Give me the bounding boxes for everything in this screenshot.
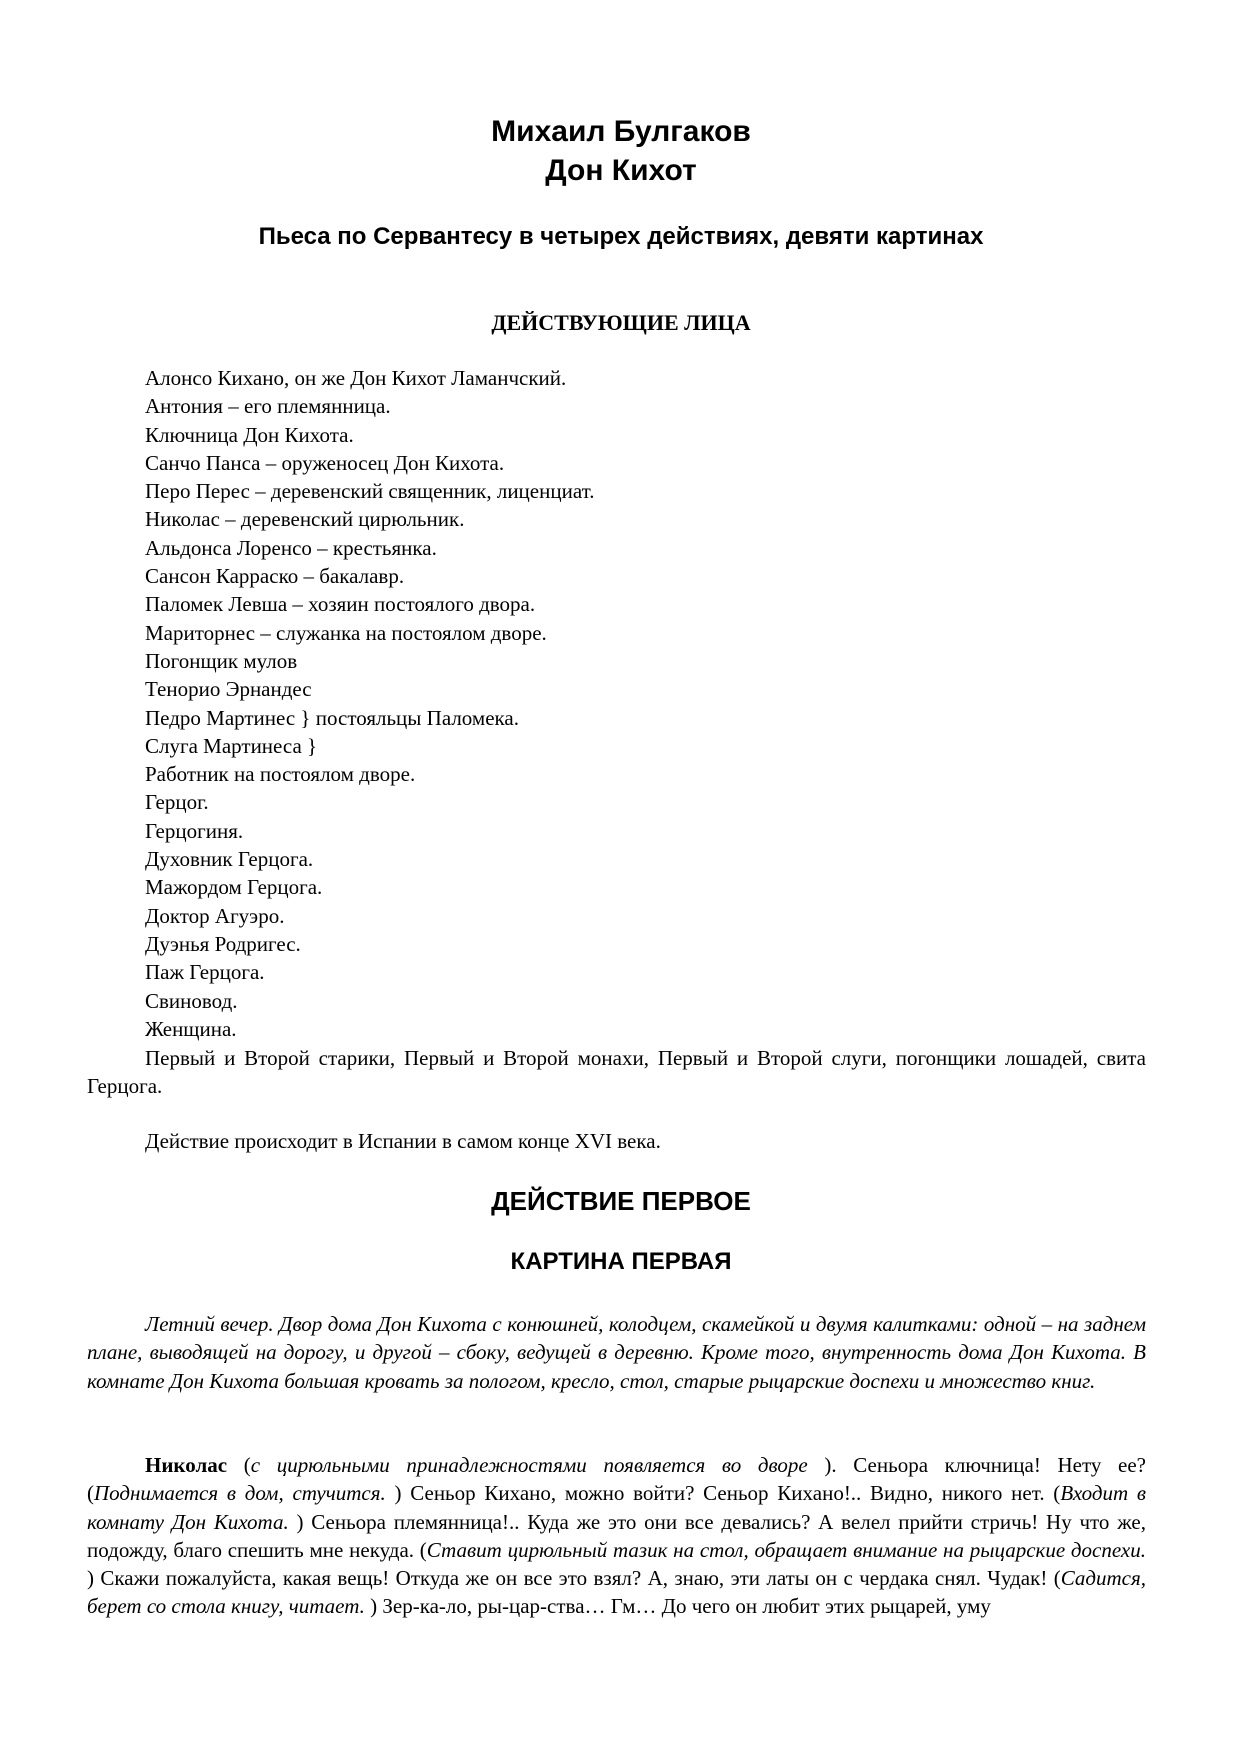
character-item: Дуэнья Родригес. xyxy=(145,931,301,956)
character-item: Паж Герцога. xyxy=(145,960,265,985)
character-item: Работник на постоялом дворе. xyxy=(145,762,416,787)
stage-remark: Поднимается в дом, стучится. xyxy=(94,1481,386,1506)
scene-heading: КАРТИНА ПЕРВАЯ xyxy=(510,1248,732,1275)
dialogue-line: ) Сеньора племянница!.. Куда же это они все девались? А велел прийти стричь! Ну что же, подожду, благо спешить мне некуда. ( xyxy=(87,1509,1146,1562)
extras-paragraph: Первый и Второй старики, Первый и Второй монахи, Первый и Второй слуги, погонщики лошадей, свита Герцога. xyxy=(87,1046,1146,1099)
character-item: Алонсо Кихано, он же Дон Кихот Ламанчский. xyxy=(145,366,567,390)
stage-remark: Входит в комнату Дон Кихота. xyxy=(87,1481,1147,1534)
stage-remark: с цирюльными принадлежностями появляется во дворе xyxy=(250,1453,808,1477)
stage-direction: Летний вечер. Двор дома Дон Кихота с конюшней, колодцем, скамейкой и двумя калитками: одной – на заднем плане, выводящей на дорогу, и другой – сбоку, ведущей в деревню. Кроме того, внутренность дома Дон Кихота. В комнате Дон Кихота большая кровать за пологом, кресло, стол, старые рыцарские доспехи и множество книг. xyxy=(87,1312,1146,1393)
character-item: Ключница Дон Кихота. xyxy=(145,422,354,447)
dialogue-line: ) Зер-ка-ло, ры-цар-ства… Гм… До чего он любит этих рыцарей, уму xyxy=(370,1594,991,1619)
character-item: Погонщик мулов xyxy=(145,648,298,673)
characters-heading: ДЕЙСТВУЮЩИЕ ЛИЦА xyxy=(491,310,751,335)
character-item: Перо Перес – деревенский священник, лиценциат. xyxy=(145,479,595,504)
character-item: Тенорио Эрнандес xyxy=(145,677,312,702)
dialogue-line: ). Сеньора ключница! Нету ее? ( xyxy=(87,1453,1147,1506)
character-item: Альдонса Лоренсо – крестьянка. xyxy=(145,535,437,560)
dialogue-paragraph: Николас (с цирюльными принадлежностями появляется во дворе ). Сеньора ключница! Нету ее? (Поднимается в дом, стучится. ) Сеньор Кихано, можно войти? Сеньор Кихано!.. Видно, никого нет. (Входит в комнату Дон Кихота. ) Сеньора племянница!.. Куда же это они все девались? А велел прийти стричь! Ну что же, подожду, благо спешить мне некуда. (Ставит цирюльный тазик на стол, обращает внимание на рыцарские доспехи. ) Скажи пожалуйста, какая вещь! Откуда же он все это взял? А, знаю, эти латы он с чердака снял. Чудак! (Садится, берет со стола книгу, читает. ) Зер-ка-ло, ры-цар-ства… Гм… До чего он любит этих рыцарей, уму xyxy=(87,1453,1147,1619)
character-item: Сансон Карраско – бакалавр. xyxy=(145,564,405,589)
stage-remark: Садится, берет со стола книгу, читает. xyxy=(87,1566,1146,1619)
character-item: Свиновод. xyxy=(145,988,238,1013)
character-item: Слуга Мартинеса } xyxy=(145,733,318,758)
character-item: Антония – его племянница. xyxy=(145,394,391,419)
characters-list xyxy=(145,364,594,1043)
character-item: Женщина. xyxy=(145,1016,237,1041)
character-item: Мажордом Герцога. xyxy=(145,875,323,900)
play-subtitle: Пьеса по Сервантесу в четырех действиях, девяти картинах xyxy=(258,223,984,250)
speaker-name: Николас xyxy=(145,1453,228,1477)
character-item: Николас – деревенский цирюльник. xyxy=(145,507,465,532)
character-item: Санчо Панса – оруженосец Дон Кихота. xyxy=(145,450,505,475)
character-item: Духовник Герцога. xyxy=(145,847,314,872)
character-item: Герцог. xyxy=(145,790,209,815)
act-heading: ДЕЙСТВИЕ ПЕРВОЕ xyxy=(491,1186,751,1216)
stage-remark: Ставит цирюльный тазик на стол, обращает внимание на рыцарские доспехи. xyxy=(426,1537,1146,1562)
author-name: Михаил Булгаков xyxy=(491,115,751,148)
dialogue-line: ) Сеньор Кихано, можно войти? Сеньор Кихано!.. Видно, никого нет. ( xyxy=(394,1481,1061,1506)
character-item: Мариторнес – служанка на постоялом дворе. xyxy=(145,620,547,645)
play-title: Дон Кихот xyxy=(545,154,697,187)
character-item: Педро Мартинес } постояльцы Паломека. xyxy=(145,705,519,730)
character-item: Доктор Агуэро. xyxy=(145,903,285,928)
character-item: Герцогиня. xyxy=(145,818,244,843)
dialogue-line: ) Скажи пожалуйста, какая вещь! Откуда же он все это взял? А, знаю, эти латы он с чердака снял. Чудак! ( xyxy=(87,1566,1061,1591)
character-item: Паломек Левша – хозяин постоялого двора. xyxy=(145,592,536,617)
setting-paragraph: Действие происходит в Испании в самом конце XVI века. xyxy=(145,1129,661,1153)
